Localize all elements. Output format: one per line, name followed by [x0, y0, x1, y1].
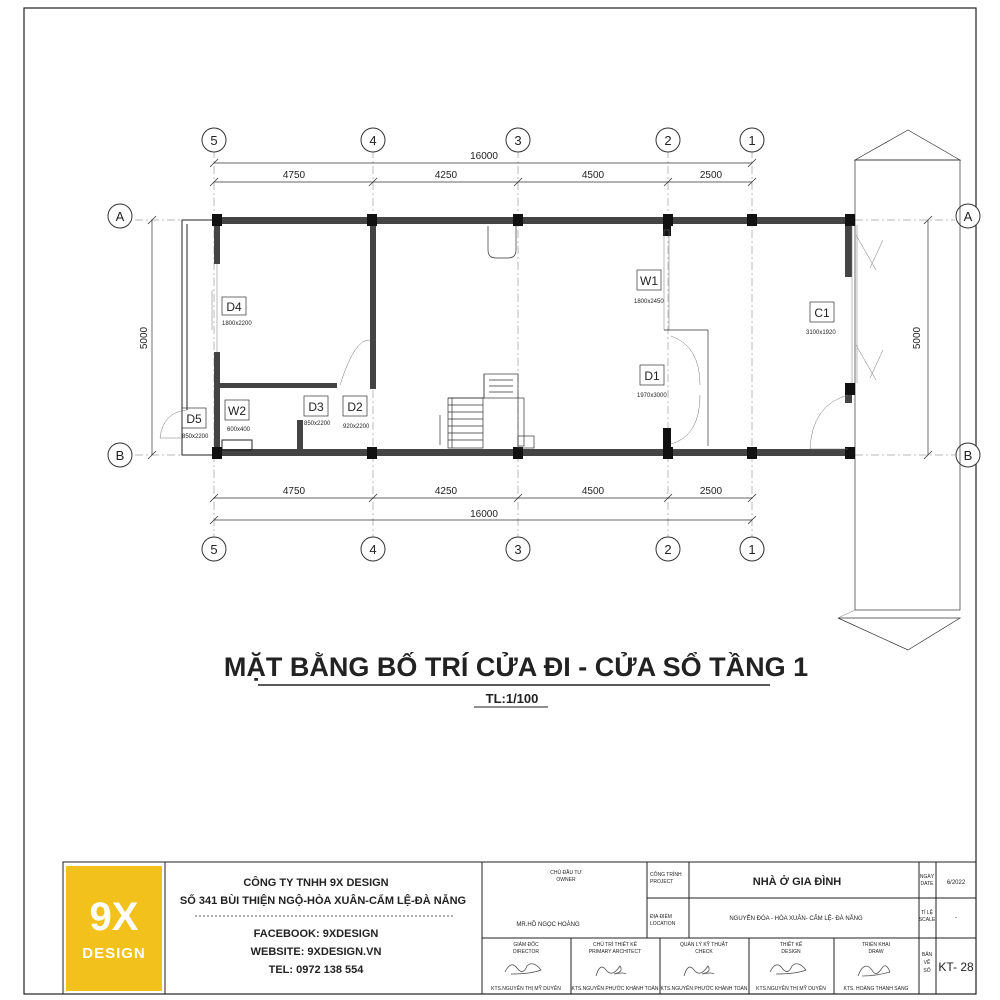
role-check-en: CHECK [695, 949, 713, 955]
date-label-en: DATE [920, 881, 934, 887]
dim-top-4: 2500 [699, 170, 723, 181]
role-check-name: KTS.NGUYỄN PHƯỚC KHÁNH TOÀN [660, 986, 748, 992]
role-director-en: DIRECTOR [512, 949, 540, 955]
company-website: WEBSITE: 9XDESIGN.VN [250, 946, 382, 958]
opening-size-w2: 600x400 [227, 427, 251, 433]
project-value: NHÀ Ở GIA ĐÌNH [752, 876, 842, 888]
sheet-border [24, 8, 976, 994]
role-draw-name: KTS. HOÀNG THANH SANG [843, 986, 909, 992]
site-strip [838, 130, 960, 650]
opening-size-w1: 1800x2450 [634, 299, 664, 305]
axis-label-top-3: 3 [514, 133, 522, 148]
dimension-lines [139, 151, 932, 524]
opening-tag-d3: D3 [308, 400, 324, 414]
axis-label-top-4: 4 [369, 133, 377, 148]
opening-tag-d5: D5 [186, 412, 202, 426]
project-label-en: PROJECT [650, 879, 674, 885]
opening-labels [182, 270, 836, 440]
axis-label-left-a: A [115, 209, 125, 224]
scale-value: - [955, 915, 957, 921]
floor-plan [160, 214, 883, 459]
location-label-vi: ĐỊA ĐIỂM [650, 914, 672, 920]
location-label-en: LOCATION [650, 921, 676, 927]
dim-bottom-1: 4750 [282, 486, 306, 497]
owner-value: MR.HỒ NGỌC HOÀNG [516, 922, 580, 928]
opening-tag-d2: D2 [347, 400, 363, 414]
dim-bottom-4: 2500 [699, 486, 723, 497]
axis-label-left-b: B [115, 448, 125, 463]
role-check-vi: QUẢN LÝ KỸ THUẬT [680, 942, 728, 948]
opening-size-c1: 3100x1920 [806, 330, 836, 336]
role-draw-vi: TRIỂN KHAI [861, 942, 891, 948]
logo-wordmark: DESIGN [82, 945, 146, 962]
company-address: SỐ 341 BÙI THIỆN NGỘ-HÒA XUÂN-CẨM LỆ-ĐÀ NẴNG [179, 895, 467, 907]
role-director-vi: GIÁM ĐỐC [513, 942, 539, 948]
axis-label-bottom-5: 5 [210, 542, 218, 557]
axis-label-right-b: B [963, 448, 973, 463]
owner-label-vi: CHỦ ĐẦU TƯ [550, 870, 582, 876]
dim-right-vertical: 5000 [912, 326, 923, 350]
signature-draw [858, 966, 890, 976]
dim-top-1: 4750 [282, 170, 306, 181]
title-block [63, 862, 976, 994]
dim-top-3: 4500 [581, 170, 605, 181]
drawing-scale: TL:1/100 [485, 691, 539, 706]
axis-label-bottom-2: 2 [664, 542, 672, 557]
opening-size-d3: 850x2200 [304, 421, 331, 427]
sheet-label-1: BẢN [921, 952, 933, 958]
date-label-vi: NGÀY [919, 874, 935, 880]
grid-axes [108, 128, 980, 561]
project-label-vi: CÔNG TRÌNH [650, 872, 682, 878]
location-value: NGUYỄN ĐÓA - HÒA XUÂN- CẨM LỆ- ĐÀ NẴNG [729, 916, 863, 922]
role-primary-architect-vi: CHỦ TRÌ THIẾT KẾ [593, 942, 637, 948]
company-facebook: FACEBOOK: 9XDESIGN [253, 928, 379, 940]
drawing-title: MẶT BẰNG BỐ TRÍ CỬA ĐI - CỬA SỔ TẦNG 1 [223, 652, 809, 682]
dim-bottom-3: 4500 [581, 486, 605, 497]
opening-tag-w1: W1 [640, 274, 658, 288]
scale-label-en: SCALE [918, 917, 936, 923]
sheet-label-3: SỐ [923, 968, 931, 974]
dim-left-vertical: 5000 [139, 326, 150, 350]
dim-top-2: 4250 [434, 170, 458, 181]
opening-size-d2: 920x2200 [343, 424, 370, 430]
opening-size-d1: 1970x3000 [637, 393, 667, 399]
opening-tag-d4: D4 [226, 300, 242, 314]
axis-label-bottom-4: 4 [369, 542, 377, 557]
scale-label-vi: TỈ LỆ [921, 910, 933, 916]
axis-label-top-1: 1 [748, 133, 756, 148]
sheet-number: KT- 28 [938, 960, 974, 974]
signature-primary-architect [596, 966, 626, 976]
role-draw-en: DRAW [868, 949, 884, 955]
sheet-label-2: VẼ [923, 960, 931, 966]
dim-total-top: 16000 [470, 151, 498, 162]
role-primary-architect-en: PRIMARY ARCHITECT [588, 949, 642, 955]
signature-director [505, 964, 541, 974]
axis-label-right-a: A [963, 209, 973, 224]
opening-tag-d1: D1 [644, 369, 660, 383]
axis-label-top-2: 2 [664, 133, 672, 148]
axis-label-top-5: 5 [210, 133, 218, 148]
dim-bottom-2: 4250 [434, 486, 458, 497]
opening-tag-c1: C1 [814, 306, 830, 320]
company-phone: TEL: 0972 138 554 [268, 964, 364, 976]
logo-mark: 9X [89, 895, 139, 939]
company-name: CÔNG TY TNHH 9X DESIGN [243, 877, 389, 889]
opening-tag-w2: W2 [228, 404, 246, 418]
date-value: 6/2022 [946, 880, 966, 886]
axis-label-bottom-1: 1 [748, 542, 756, 557]
signature-check [684, 966, 714, 976]
role-design-name: KTS.NGUYỄN THỊ MỸ DUYÊN [756, 986, 826, 992]
opening-size-d4: 1800x2200 [222, 321, 252, 327]
dim-total-bottom: 16000 [470, 509, 498, 520]
role-design-vi: THIẾT KẾ [779, 942, 803, 948]
owner-label-en: OWNER [556, 877, 576, 883]
role-design-en: DESIGN [781, 949, 801, 955]
signature-design [770, 964, 806, 974]
role-director-name: KTS.NGUYỄN THỊ MỸ DUYÊN [491, 986, 561, 992]
opening-size-d5: 850x2200 [182, 434, 209, 440]
role-primary-architect-name: KTS.NGUYỄN PHƯỚC KHÁNH TOÀN [571, 986, 659, 992]
axis-label-bottom-3: 3 [514, 542, 522, 557]
